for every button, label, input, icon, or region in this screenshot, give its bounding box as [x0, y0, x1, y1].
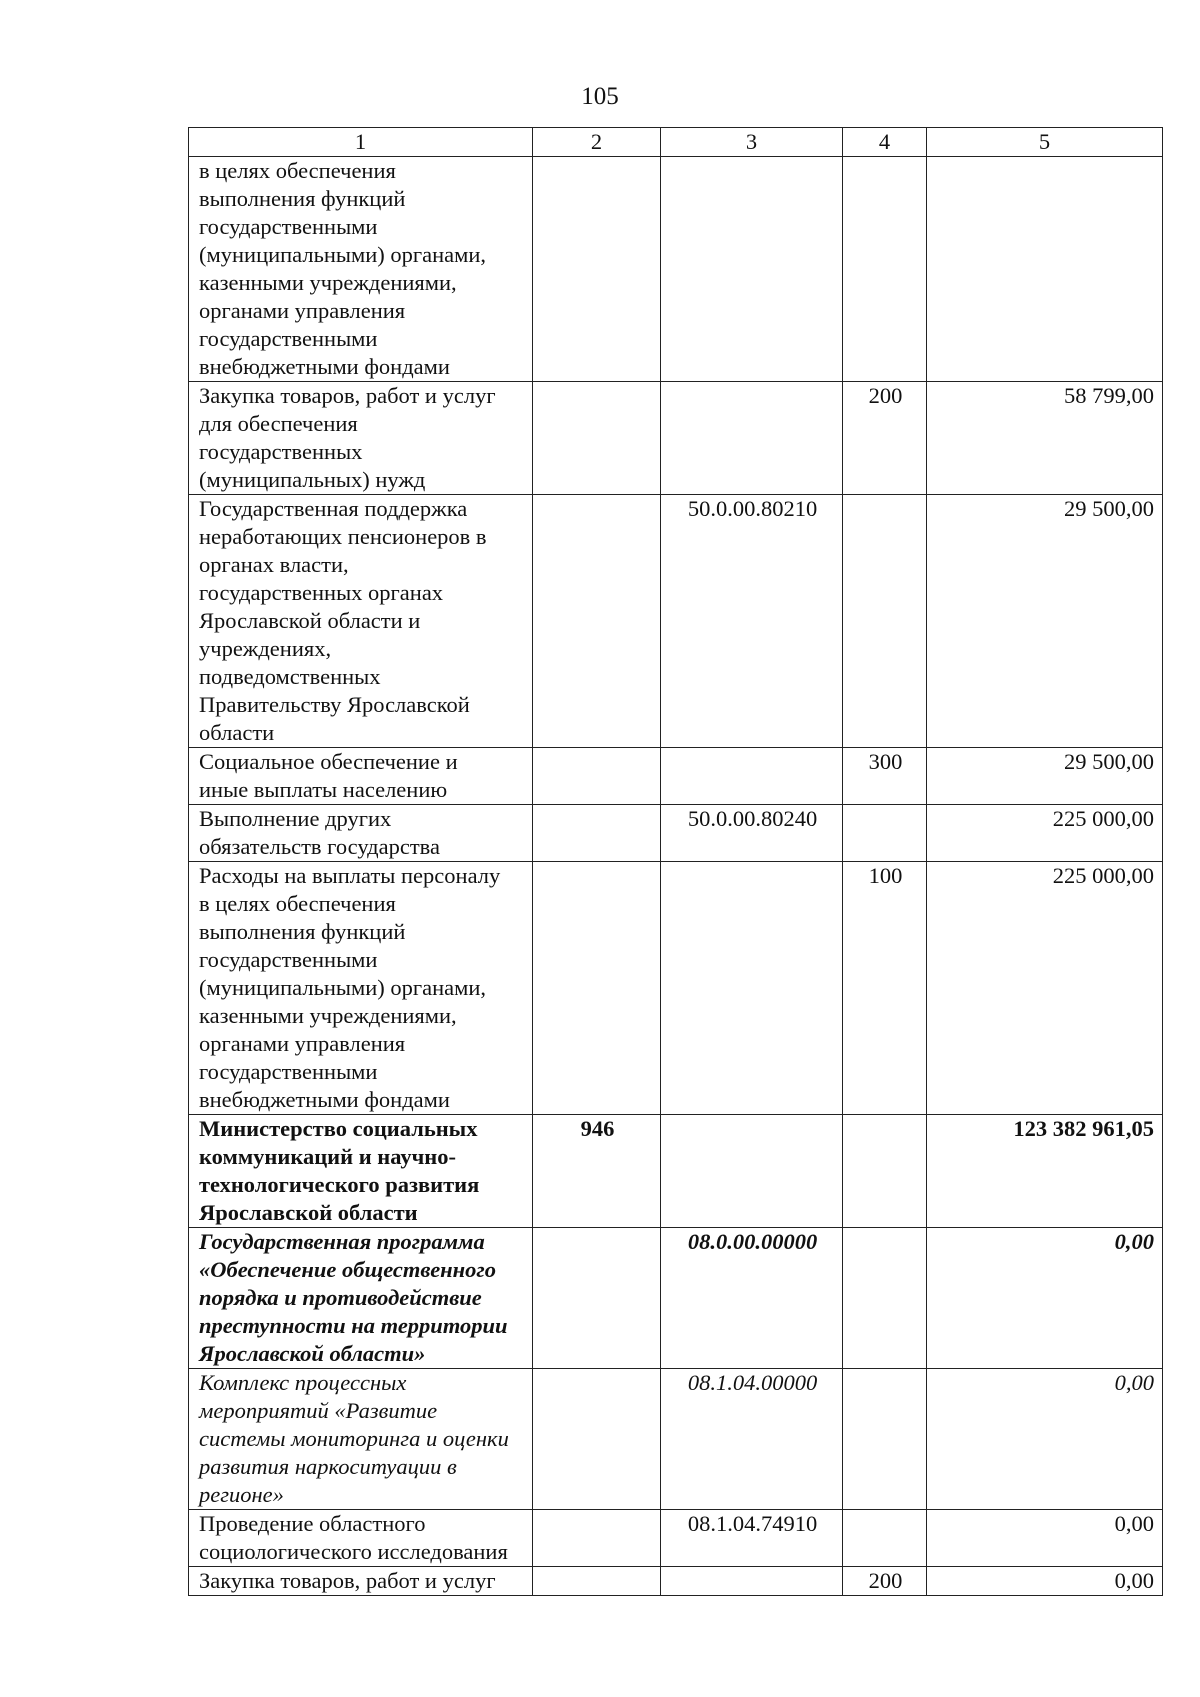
page-number: 105 [581, 83, 619, 110]
row-name-cell [189, 1115, 533, 1228]
row-name-line: Министерство социальных [199, 1116, 478, 1141]
row-name-cell [189, 1567, 533, 1596]
row-name-line: Ярославской области [199, 1200, 418, 1225]
table-row [189, 495, 1163, 748]
amount-cell: 0,00 [927, 1369, 1163, 1510]
row-name-line: в целях обеспечения [199, 158, 396, 183]
row-name-line: Ярославской области и [199, 608, 421, 633]
header-col-5: 5 [927, 128, 1163, 157]
row-name-cell [189, 748, 533, 805]
amount-cell: 225 000,00 [927, 862, 1163, 1115]
target-article-cell [661, 157, 843, 382]
row-name-line: Государственная программа [199, 1229, 485, 1254]
target-article-cell: 08.1.04.00000 [661, 1369, 843, 1510]
target-article-cell [661, 748, 843, 805]
row-name-cell [189, 1228, 533, 1369]
row-name-line: подведомственных [199, 664, 381, 689]
row-name-line: органами управления [199, 1031, 406, 1056]
row-name-line: государственными [199, 1059, 378, 1084]
row-name-line: государственными [199, 947, 378, 972]
table-row [189, 1510, 1163, 1567]
row-name-cell [189, 1369, 533, 1510]
amount-cell: 123 382 961,05 [927, 1115, 1163, 1228]
target-article-cell [661, 1115, 843, 1228]
row-name-cell [189, 157, 533, 382]
target-article-cell [661, 1567, 843, 1596]
target-article-cell: 08.1.04.74910 [661, 1510, 843, 1567]
amount-cell: 58 799,00 [927, 382, 1163, 495]
row-name-line: области [199, 720, 275, 745]
row-name-line: в целях обеспечения [199, 891, 396, 916]
row-name-line: системы мониторинга и оценки [199, 1426, 509, 1451]
table-row [189, 748, 1163, 805]
expense-type-cell [843, 495, 927, 748]
ministry-code-cell [533, 1369, 661, 1510]
row-name-line: преступности на территории [199, 1313, 508, 1338]
row-name-line: Проведение областного [199, 1511, 426, 1536]
row-name-line: для обеспечения [199, 411, 358, 436]
row-name-cell [189, 495, 533, 748]
ministry-code-cell [533, 157, 661, 382]
amount-cell: 29 500,00 [927, 495, 1163, 748]
row-name-line: органах власти, [199, 552, 349, 577]
expense-type-cell [843, 1369, 927, 1510]
row-name-line: иные выплаты населению [199, 777, 448, 802]
table-row [189, 1228, 1163, 1369]
target-article-cell [661, 862, 843, 1115]
row-name-line: внебюджетными фондами [199, 1087, 450, 1112]
budget-table [188, 127, 1163, 1596]
row-name-line: Закупка товаров, работ и услуг [199, 1568, 496, 1593]
ministry-code-cell [533, 382, 661, 495]
ministry-code-cell [533, 748, 661, 805]
table-row [189, 157, 1163, 382]
amount-cell: 29 500,00 [927, 748, 1163, 805]
row-name-line: Закупка товаров, работ и услуг [199, 383, 496, 408]
row-name-line: «Обеспечение общественного [199, 1257, 496, 1282]
row-name-cell [189, 1510, 533, 1567]
header-col-1: 1 [189, 128, 533, 157]
ministry-code-cell [533, 1228, 661, 1369]
target-article-cell: 08.0.00.00000 [661, 1228, 843, 1369]
row-name-line: развития наркоситуации в [199, 1454, 457, 1479]
row-name-line: технологического развития [199, 1172, 480, 1197]
row-name-line: Выполнение других [199, 806, 392, 831]
row-name-line: Расходы на выплаты персоналу [199, 863, 501, 888]
amount-cell: 0,00 [927, 1228, 1163, 1369]
row-name-line: государственных [199, 439, 363, 464]
amount-cell: 0,00 [927, 1567, 1163, 1596]
row-name-line: мероприятий «Развитие [199, 1398, 438, 1423]
expense-type-cell [843, 157, 927, 382]
row-name-line: учреждениях, [199, 636, 332, 661]
table-body [189, 157, 1163, 1596]
row-name-line: государственных органах [199, 580, 444, 605]
row-name-line: регионе» [199, 1482, 284, 1507]
ministry-code-cell [533, 1567, 661, 1596]
row-name-line: (муниципальных) нужд [199, 467, 426, 492]
row-name-line: социологического исследования [199, 1539, 508, 1564]
header-col-2: 2 [533, 128, 661, 157]
row-name-line: Государственная поддержка [199, 496, 468, 521]
target-article-cell: 50.0.00.80210 [661, 495, 843, 748]
table-row [189, 1567, 1163, 1596]
ministry-code-cell [533, 495, 661, 748]
table-row [189, 862, 1163, 1115]
table-row [189, 382, 1163, 495]
row-name-line: казенными учреждениями, [199, 270, 457, 295]
row-name-line: государственными [199, 214, 378, 239]
row-name-line: коммуникаций и научно- [199, 1144, 457, 1169]
row-name-line: Комплекс процессных [199, 1370, 407, 1395]
ministry-code-cell [533, 1510, 661, 1567]
row-name-cell [189, 805, 533, 862]
row-name-line: обязательств государства [199, 834, 440, 859]
row-name-line: неработающих пенсионеров в [199, 524, 487, 549]
expense-type-cell: 200 [843, 1567, 927, 1596]
header-col-4: 4 [843, 128, 927, 157]
ministry-code-cell [533, 862, 661, 1115]
expense-type-cell [843, 1510, 927, 1567]
expense-type-cell [843, 1228, 927, 1369]
table-row [189, 1115, 1163, 1228]
row-name-line: выполнения функций [199, 186, 406, 211]
row-name-line: внебюджетными фондами [199, 354, 450, 379]
row-name-line: органами управления [199, 298, 406, 323]
ministry-code-cell: 946 [533, 1115, 661, 1228]
ministry-code-cell [533, 805, 661, 862]
amount-cell: 0,00 [927, 1510, 1163, 1567]
expense-type-cell: 300 [843, 748, 927, 805]
header-col-3: 3 [661, 128, 843, 157]
amount-cell: 225 000,00 [927, 805, 1163, 862]
row-name-line: Правительству Ярославской [199, 692, 470, 717]
row-name-line: выполнения функций [199, 919, 406, 944]
table-row [189, 1369, 1163, 1510]
row-name-cell [189, 862, 533, 1115]
expense-type-cell: 200 [843, 382, 927, 495]
expense-type-cell: 100 [843, 862, 927, 1115]
row-name-line: Социальное обеспечение и [199, 749, 458, 774]
expense-type-cell [843, 805, 927, 862]
row-name-line: казенными учреждениями, [199, 1003, 457, 1028]
amount-cell [927, 157, 1163, 382]
row-name-line: порядка и противодействие [199, 1285, 482, 1310]
expense-type-cell [843, 1115, 927, 1228]
row-name-line: (муниципальными) органами, [199, 975, 487, 1000]
table-row [189, 805, 1163, 862]
row-name-line: государственными [199, 326, 378, 351]
row-name-line: Ярославской области» [199, 1341, 426, 1366]
row-name-cell [189, 382, 533, 495]
row-name-line: (муниципальными) органами, [199, 242, 487, 267]
target-article-cell: 50.0.00.80240 [661, 805, 843, 862]
header-row [189, 128, 1163, 157]
target-article-cell [661, 382, 843, 495]
